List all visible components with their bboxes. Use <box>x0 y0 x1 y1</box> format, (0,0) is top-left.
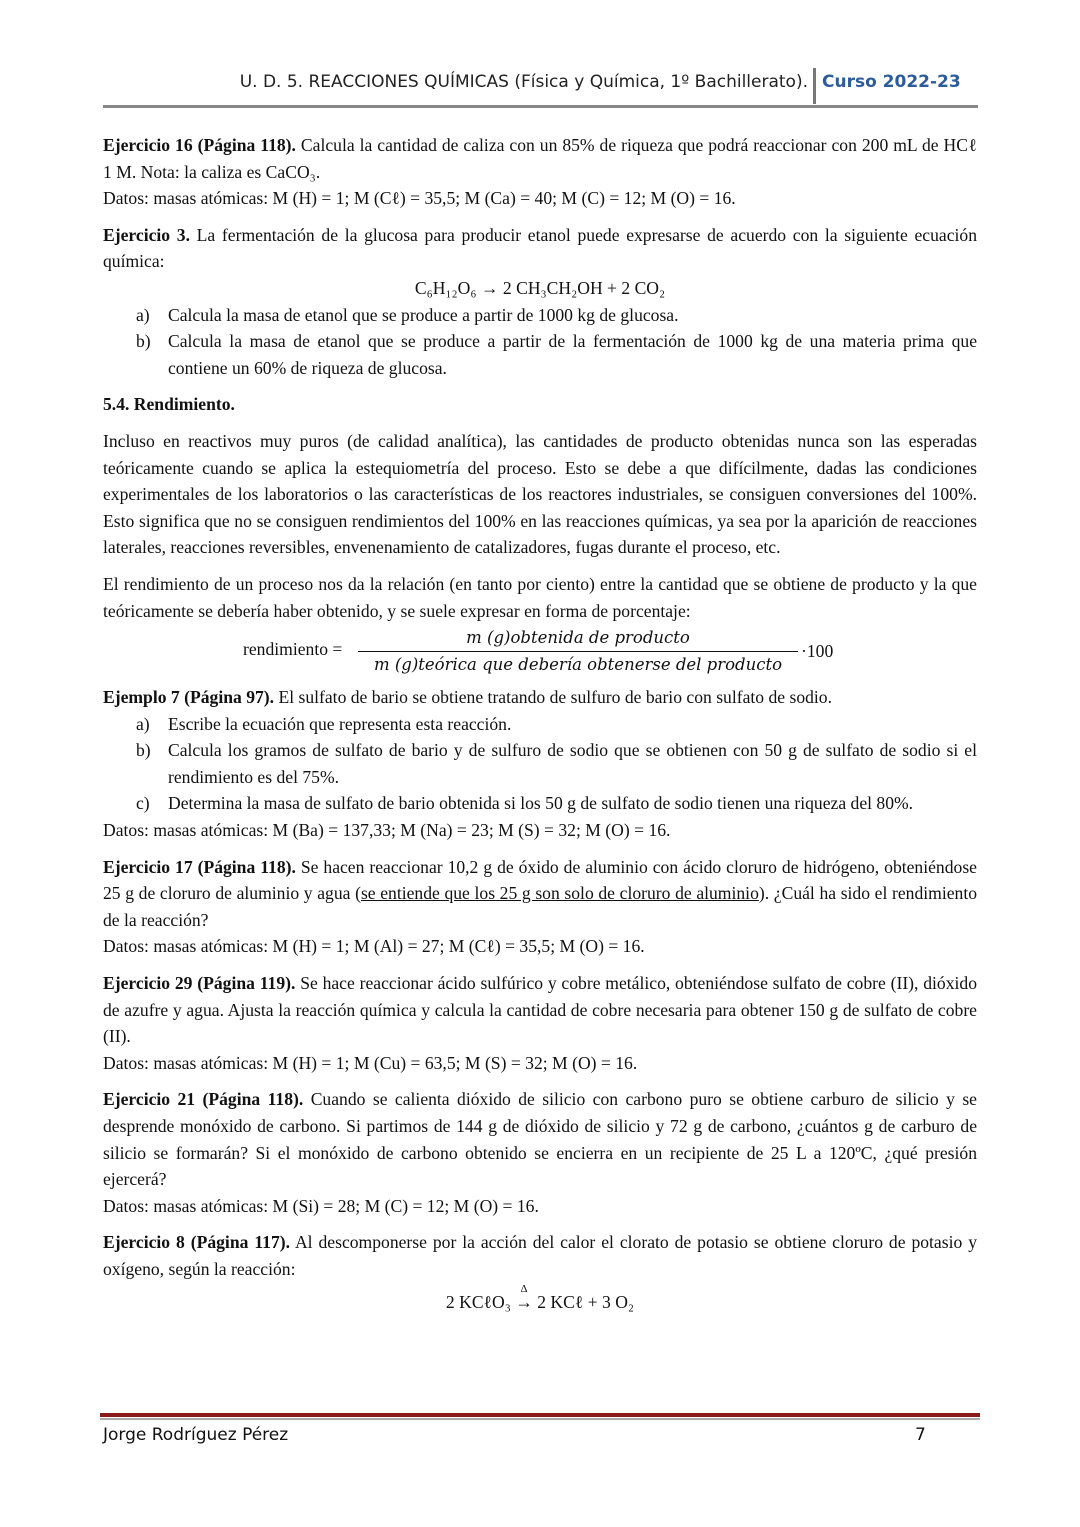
header-course: Curso 2022-23 <box>822 72 961 92</box>
ejemplo-7-text: El sulfato de bario se obtiene tratando de sulfuro de bario con sulfato de sodio. <box>274 687 833 708</box>
ejercicio-3-equation: C₆H₁₂O₆ → 2 CH₃CH₂OH + 2 CO₂ <box>414 277 666 298</box>
footer-author: Jorge Rodríguez Pérez <box>103 1425 289 1445</box>
ejercicio-21-datos: Datos: masas atómicas: M (Si) = 28; M (C) = 12; M (O) = 16. <box>103 1195 539 1216</box>
formula-multiplier: ·100 <box>801 641 834 662</box>
formula-label: rendimiento = <box>243 639 343 660</box>
list-item <box>103 302 977 329</box>
page-content <box>103 132 977 1315</box>
formula-fraction <box>358 626 798 677</box>
page-header <box>103 68 978 108</box>
ejercicio-16-title: Ejercicio 16 (Página 118). <box>103 135 296 155</box>
ejercicio-21-text: Cuando se calienta dióxido de silicio con carbono puro se obtiene carburo de silicio y se desprende monóxido de carbono. Si partimos de 144 g de dióxido de silicio y 72 g de carbono, ¿cuántos g de carburo de silicio se formarán? Si el monóxido de carbono obtenido se encierra en un recipiente de 25 L a 120ºC, ¿qué presión ejercerá? <box>103 1089 977 1190</box>
list-item <box>103 737 977 790</box>
item-marker: a) <box>136 304 150 325</box>
footer-rule <box>100 1413 980 1417</box>
ejercicio-8-equation <box>103 1282 977 1316</box>
list-item <box>103 711 977 738</box>
item-text: Calcula la masa de etanol que se produce a partir de la fermentación de 1000 kg de una materia prima que contiene un 60% de riqueza de glucosa. <box>168 331 977 378</box>
header-title: U. D. 5. REACCIONES QUÍMICAS (Física y Química, 1º Bachillerato). <box>239 72 808 92</box>
ejemplo-7-title: Ejemplo 7 (Página 97). <box>103 687 275 708</box>
fraction-bar <box>358 651 798 652</box>
header-separator <box>813 68 816 104</box>
ejercicio-16-datos: Datos: masas atómicas: M (H) = 1; M (Cℓ) = 35,5; M (Ca) = 40; M (C) = 12; M (O) = 16. <box>103 188 736 209</box>
ejercicio-29-statement <box>103 970 977 1050</box>
delta-icon: Δ <box>520 1282 528 1295</box>
ejercicio-3-text: La fermentación de la glucosa para producir etanol puede expresarse de acuerdo con la siguiente ecuación química: <box>103 224 978 272</box>
ejercicio-8-text: Al descomponerse por la acción del calor el clorato de potasio se obtiene cloruro de potasio y oxígeno, según la reacción: <box>103 1232 977 1279</box>
ejemplo-7-statement <box>103 684 977 711</box>
ejercicio-29-text: Se hace reaccionar ácido sulfúrico y cobre metálico, obteniéndose sulfato de cobre (II), dióxido de azufre y agua. Ajusta la reacción química y calcula la cantidad de cobre necesaria para obtener 150 g de sulfato de cobre (II). <box>103 973 977 1047</box>
list-item <box>103 328 977 381</box>
ejercicio-17-title: Ejercicio 17 (Página 118). <box>103 856 296 877</box>
item-marker: a) <box>136 713 150 734</box>
item-text: Determina la masa de sulfato de bario obtenida si los 50 g de sulfato de sodio tienen una riqueza del 80%. <box>168 793 914 814</box>
footer-rule-secondary <box>100 1418 980 1420</box>
ejercicio-8-title: Ejercicio 8 (Página 117). <box>103 1232 291 1253</box>
page-number: 7 <box>915 1425 926 1445</box>
item-text: Calcula la masa de etanol que se produce a partir de 1000 kg de glucosa. <box>168 304 679 325</box>
equation-arrow <box>515 1282 533 1316</box>
item-marker: b) <box>136 331 151 352</box>
ejemplo-7-items <box>103 711 977 817</box>
formula-numerator: m (g)obtenida de producto <box>466 628 690 648</box>
ejemplo-7-datos: Datos: masas atómicas: M (Ba) = 137,33; M (Na) = 23; M (S) = 32; M (O) = 16. <box>103 820 671 841</box>
yield-formula <box>103 626 977 678</box>
item-marker: b) <box>136 740 151 761</box>
list-item <box>103 790 977 817</box>
formula-denominator: m (g)teórica que debería obtenerse del producto <box>373 655 783 675</box>
equation-left: 2 KCℓO₃ <box>445 1291 511 1312</box>
ejercicio-17-datos: Datos: masas atómicas: M (H) = 1; M (Al) = 27; M (Cℓ) = 35,5; M (O) = 16. <box>103 936 645 957</box>
section-paragraph-1: Incluso en reactivos muy puros (de calidad analítica), las cantidades de producto obtenidas nunca son las esperadas teóricamente cuando se aplica la estequiometría del proceso. Esto se debe a que difícilmente, dadas las condiciones experimentales de los laboratorios o las características de los reactores industriales, se consiguen conversiones del 100%. Esto significa que no se consiguen rendimientos del 100% en las reacciones químicas, ya sea por la aparición de reacciones laterales, reacciones reversibles, envenenamiento de catalizadores, fugas durante el proceso, etc. <box>103 430 977 558</box>
ejercicio-3-title: Ejercicio 3. <box>103 224 190 245</box>
ejercicio-16-statement <box>103 132 977 185</box>
ejercicio-21-title: Ejercicio 21 (Página 118). <box>103 1089 304 1110</box>
ejercicio-3-items <box>103 302 977 382</box>
item-text: Escribe la ecuación que representa esta reacción. <box>168 713 512 734</box>
header-rule <box>103 105 978 108</box>
ejercicio-17-statement <box>103 854 977 934</box>
ejercicio-29-title: Ejercicio 29 (Página 119). <box>103 973 296 994</box>
ejercicio-8-statement <box>103 1229 977 1282</box>
section-title <box>103 391 977 418</box>
ejercicio-16-text: Calcula la cantidad de caliza con un 85% de riqueza que podrá reaccionar con 200 mL de HCℓ 1 M. Nota: la caliza es CaCO₃. <box>103 135 977 182</box>
ejercicio-21-statement <box>103 1086 977 1192</box>
section-title-text: 5.4. Rendimiento. <box>103 394 235 415</box>
ejercicio-17-underlined-note: se entiende que los 25 g son solo de cloruro de aluminio <box>360 883 759 904</box>
ejercicio-3-statement <box>103 222 977 275</box>
item-text: Calcula los gramos de sulfato de bario y de sulfuro de sodio que se obtienen con 50 g de sulfato de sodio si el rendimiento es del 75%. <box>168 740 977 787</box>
equation-right: 2 KCℓ + 3 O₂ <box>537 1291 635 1312</box>
ejercicio-29-datos: Datos: masas atómicas: M (H) = 1; M (Cu) = 63,5; M (S) = 32; M (O) = 16. <box>103 1052 638 1073</box>
arrow-icon: → <box>515 1291 533 1312</box>
ejercicio-17-text: Se hacen reaccionar 10,2 g de óxido de aluminio con ácido cloruro de hidrógeno, obteniéndose 25 g de cloruro de aluminio y agua ( <box>103 856 977 904</box>
ejercicio-17-text-end: ). ¿Cuál ha sido el rendimiento de la reacción? <box>103 883 978 930</box>
item-marker: c) <box>136 793 150 814</box>
section-paragraph-2: El rendimiento de un proceso nos da la relación (en tanto por ciento) entre la cantidad que se obtiene de producto y la que teóricamente se debería haber obtenido, y se suele expresar en forma de porcentaje: <box>103 573 977 621</box>
